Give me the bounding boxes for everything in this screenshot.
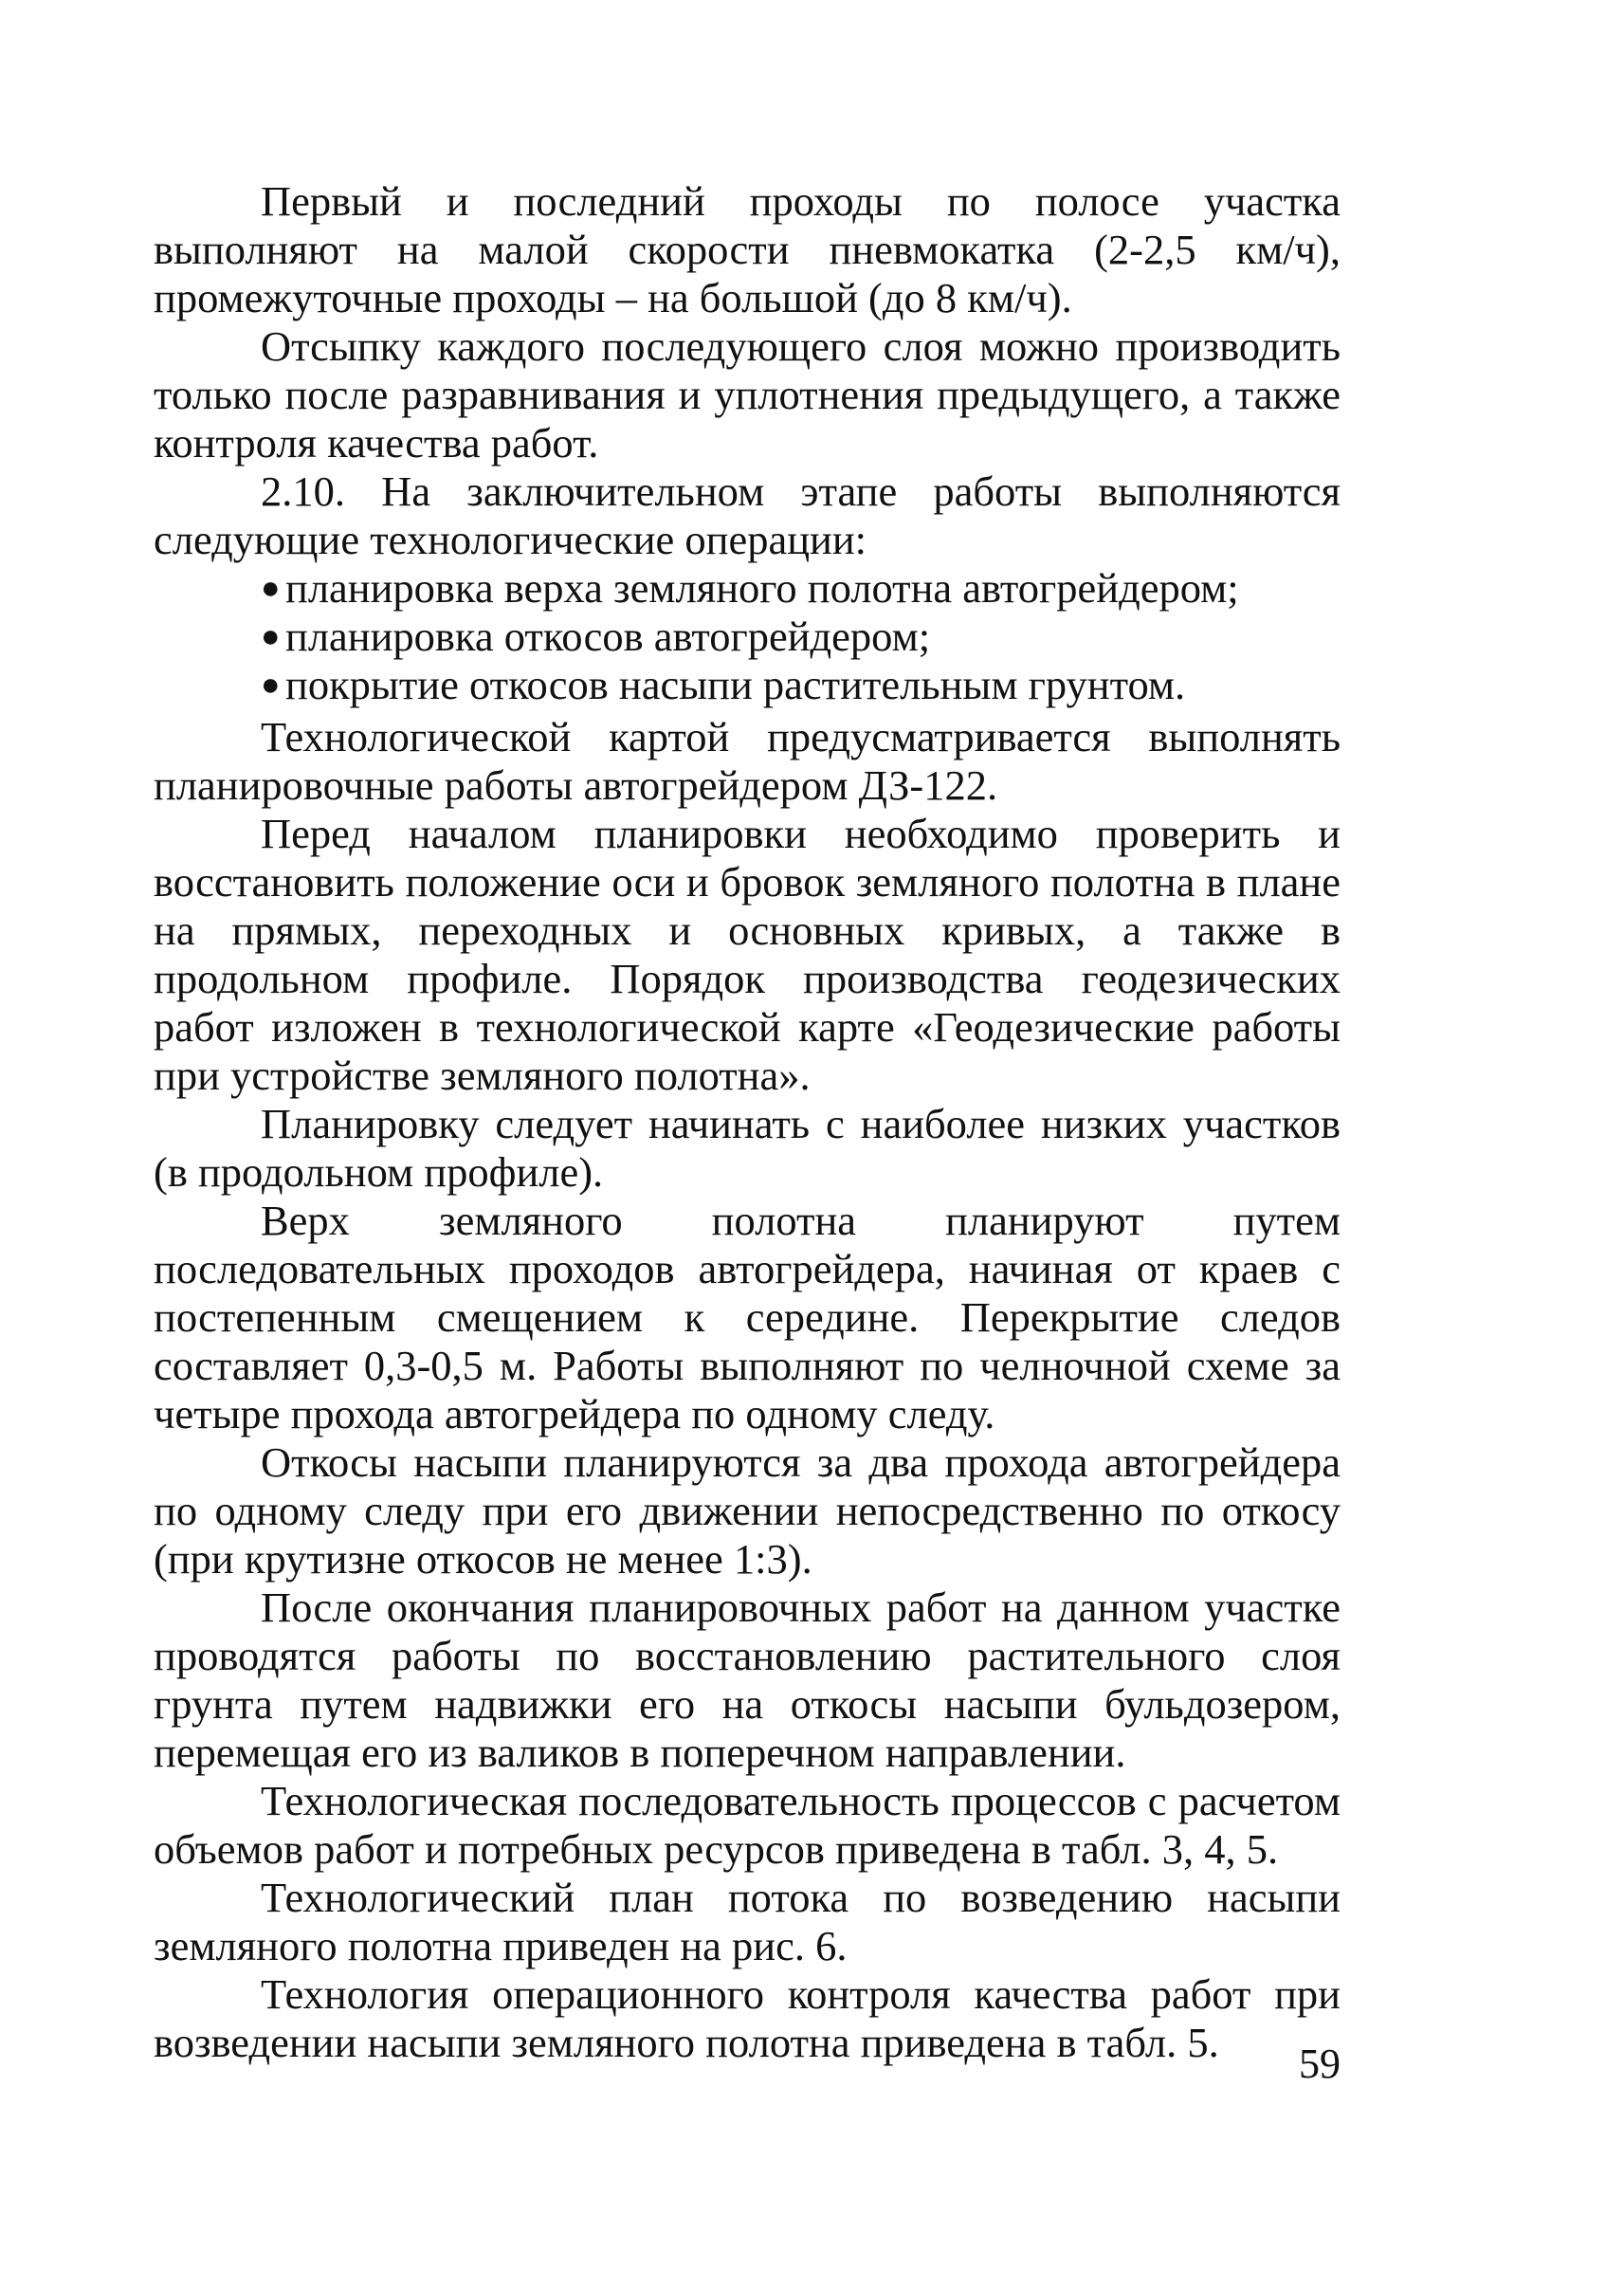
list-item [154,661,1341,709]
list-item-text: покрытие откосов насыпи растительным грунтом. [285,661,1186,708]
paragraph: Технология операционного контроля качества работ при возведении насыпи земляного полотна приведена в табл. 5. [154,1970,1341,2066]
paragraph: После окончания планировочных работ на данном участке проводятся работы по восстановлению растительного слоя грунта путем надвижки его на откосы насыпи бульдозером, перемещая его из валиков в поперечном направлении. [154,1584,1341,1776]
operations-list [154,564,1341,709]
page-body [154,177,1341,2067]
page-number: 59 [1299,2041,1341,2087]
paragraph: Технологической картой предусматривается выполнять планировочные работы автогрейдером ДЗ-122. [154,713,1341,809]
list-item [154,564,1341,613]
paragraph: Планировку следует начинать с наиболее низких участков (в продольном профиле). [154,1100,1341,1196]
paragraph: Технологический план потока по возведению насыпи земляного полотна приведен на рис. 6. [154,1874,1341,1969]
bullet-icon: ● [261,571,281,606]
bullet-icon: ● [261,619,281,654]
paragraph: Откосы насыпи планируются за два прохода автогрейдера по одному следу при его движении непосредственно по откосу (при крутизне откосов не менее 1:3). [154,1438,1341,1583]
list-item [154,613,1341,661]
paragraph: Перед началом планировки необходимо проверить и восстановить положение оси и бровок земляного полотна в плане на прямых, переходных и основных кривых, а также в продольном профиле. Порядок производства геодезических работ изложен в технологической карте «Геодезические работы при устройстве земляного полотна». [154,810,1341,1099]
paragraph: Технологическая последовательность процессов с расчетом объемов работ и потребных ресурсов приведена в табл. 3, 4, 5. [154,1777,1341,1873]
paragraph: Верх земляного полотна планируют путем последовательных проходов автогрейдера, начиная от краев с постепенным смещением к середине. Перекрытие следов составляет 0,3-0,5 м. Работы выполняют по челночной схеме за четыре прохода автогрейдера по одному следу. [154,1197,1341,1437]
paragraph: Первый и последний проходы по полосе участка выполняют на малой скорости пневмокатка (2-2,5 км/ч), промежуточные проходы – на большой (до 8 км/ч). [154,177,1341,321]
section-paragraph: 2.10. На заключительном этапе работы выполняются следующие технологические операции: [154,467,1341,563]
list-item-text: планировка откосов автогрейдером; [285,613,931,660]
list-item-text: планировка верха земляного полотна автогрейдером; [285,564,1239,612]
bullet-icon: ● [261,668,281,703]
paragraph: Отсыпку каждого последующего слоя можно производить только после разравнивания и уплотнения предыдущего, а также контроля качества работ. [154,322,1341,467]
